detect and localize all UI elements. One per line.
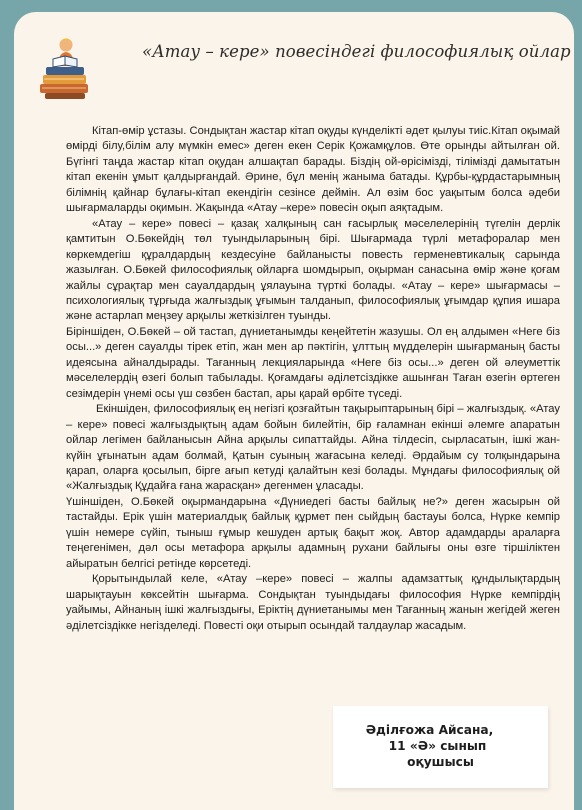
page-sheet [14,12,574,810]
reading-child-on-books-icon [36,32,92,104]
paragraph-third-point: Үшіншіден, О.Бөкей оқырмандарына «Дүниедегі басты байлық не?» деген жасырын ой тастайды. Ерік үшін материалдық байлық құрмет пен сыйдың бастауы болса, Нүрке кемпір үшін немере сүйіп, тыныш ғұмыр кешуден артық бақыт жоқ. Автор адамдарды араларға теңегенімен, дәл осы метафора арқылы адамның рухани байлығы оны өзге тіршіліктен айыратын белгісі ретінде көрсетеді. [66,495,560,570]
author-role: оқушысы [407,755,474,769]
paragraph-intro: Кітап-өмір ұстазы. Сондықтан жастар кітап оқуды күнделікті әдет қылуы тиіс.Кітап оқымай өмірді білу,білім алу мүмкін емес» деген екен Серік Қожамқұлов. Өте орынды айтылған ой. Бүгінгі таңда жастар кітап оқудан алшақтап барады. Біздің ой-өрісімізді, тілімізді дамытатын кітап екенін ұмыт қалдырғандай. Әрине, бұл менің жаныма батады. Құрбы-құрдастарымның білімнің қайнар бұлағы-кітап екендігін сезінсе деймін. Ал өзім бос уақытым болса әдеби шығармаларды оқимын. Жақында «Атау –кере» повесін оқып аяқтадым. [66,125,560,215]
article-body [66,124,560,634]
author-name: Әділғожа Айсана, [365,723,494,737]
author-signature-card [333,706,548,788]
paragraph-conclusion: Қорытындылай келе, «Атау –кере» повесі – жалпы адамзаттық құндылықтардың шарықтауын көксейтін шығарма. Сондықтан туындыдағы философия Нүрке кемпірдің уайымы, Айнаның ішкі жалғыздығы, Еріктің дүниетанымы мен Тағанның жанын жегідей жеген әділетсіздікке негізделеді. Повесті оқи отырып осындай талдаулар жасадым. [66,573,560,632]
page-title: «Атау – кере» повесіндегі философиялық ойлар [142,42,571,61]
author-grade: 11 «Ә» сынып [388,739,487,753]
paragraph-second-point: Екіншіден, философиялық ең негізгі қозғайтын тақырыптарының бірі – жалғыздық. «Атау – кере» повесі жалғыздықтың адам бойын билейтін, бір ғаламнан екінші әлемге апаратын ойлар легімен байланысын Айна арқылы сипаттайды. Айна тілдесіп, сырласатын, ішкі жан-күйін ұғынатын адам болмай, Қатын суының жағасына келеді. Әрдайым су толқындарына қарап, оларға қосылып, бірге ағып кетуді қалайтын кезі болады. Мұндағы философиялық ой «Жалғыздық Құдайға ғана жарасқан» дегенмен ұласады. [66,403,560,493]
paragraph-first-point: Біріншіден, О.Бөкей – ой тастап, дүниетанымды кеңейтетін жазушы. Ол ең алдымен «Неге біз осы...» деген сауалды тірек етіп, жан мен ар пәктігін, ұлттың мүдделерін шығарманың басты идеясына айналдырады. Тағанның лекцияларында «Неге біз осы...» деген ой әлеуметтік мәселелердің өзегі болып табылады. Қоғамдағы әділетсіздікке ашынған Таған өзегін өртеген сезімдерін үнемі осы үш сөзбен бастап, ары қарай өрбіте түседі. [66,325,560,400]
paragraph-overview: «Атау – кере» повесі – қазақ халқының сан ғасырлық мәселелерінің түгелін дерлік қамтитын О.Бөкейдің төл туындыларының бірі. Шығармада түрлі метафоралар мен көркемдегіш құралдардың кездесуіне байланысты повесть герменевтикалық сарында жазылған. О.Бөкей философиялық ойларға шомдырып, оқырман санасына өмір және қоғам жайлы сұрақтар мен сауалдардың ұялауына түрткі болады. «Атау – кере» шығармасы – психологиялық тұрғыда жалғыздық ұғымын талданып, философиялық ұғымдар құпия ишара және астарлап меңзеу арқылы жеткізілген туынды. [66,217,560,323]
